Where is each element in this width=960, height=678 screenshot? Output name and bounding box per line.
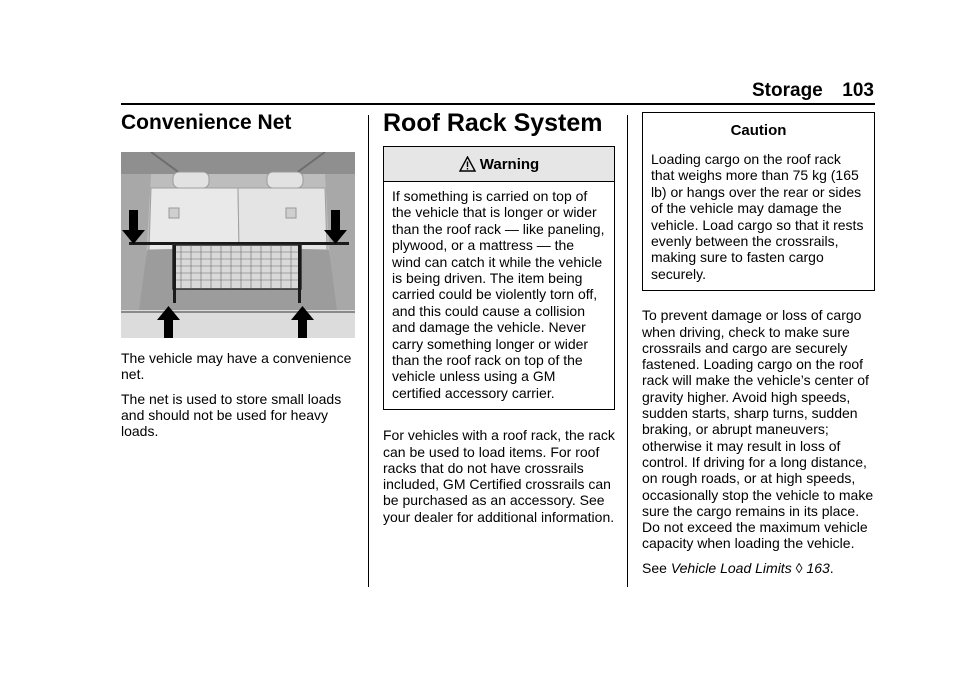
column-divider-right xyxy=(627,115,628,587)
caution-text: Loading cargo on the roof rack that weighs more than 75 kg (165 lb) or hangs over the rear or sides of the vehicle may damage the vehicle. Load cargo so that it rests evenly between the crossrails, making sure to fasten cargo securely. xyxy=(651,151,864,282)
cargo-net-illustration xyxy=(121,152,355,338)
column-roof-rack xyxy=(383,108,615,525)
warning-text: If something is carried on top of the vehicle that is longer or wider than the roof rack — like paneling, plywood, or a mattress — the wind can catch it while the vehicle is being driven. The item being carried could be violently torn off, and this could cause a collision and damage the vehicle. Never carry something longer or wider than the roof rack on top of the vehicle unless using a GM certified accessory carrier. xyxy=(392,188,605,401)
page-ref-symbol: ◊ xyxy=(795,559,803,576)
column-divider-left xyxy=(368,115,369,587)
caution-header xyxy=(643,113,874,147)
column-convenience-net xyxy=(121,108,355,439)
convenience-net-title: Convenience Net xyxy=(121,111,292,134)
header-rule xyxy=(121,103,875,105)
vehicle-load-limits-link[interactable]: Vehicle Load Limits xyxy=(670,559,792,576)
warning-heading: Warning xyxy=(479,155,540,173)
see-suffix: . xyxy=(829,559,834,576)
warning-box xyxy=(383,146,615,410)
header-section-name: Storage xyxy=(752,80,823,101)
caution-box xyxy=(642,112,875,291)
roof-rack-paragraph: For vehicles with a roof rack, the rack can be used to load items. For roof racks that do not have crossrails included, GM Certified crossrails can be purchased as an accessory. See your dealer for additional information. xyxy=(383,427,615,525)
see-reference xyxy=(642,560,875,576)
roof-rack-title: Roof Rack System xyxy=(383,109,603,137)
warning-header xyxy=(384,147,614,182)
see-prefix: See xyxy=(642,559,671,576)
warning-icon xyxy=(459,156,476,172)
convenience-net-paragraph-2: The net is used to store small loads and should not be used for heavy loads. xyxy=(121,390,342,440)
cargo-safety-paragraph: To prevent damage or loss of cargo when driving, check to make sure crossrails and cargo are securely fastened. Loading cargo on the roof rack will make the vehicle’s center of gravity higher. Avoid high speeds, sudden starts, sharp turns, sudden braking, or abrupt maneuvers; otherwise it may result in loss of control. If driving for a long distance, on rough roads, or at high speeds, occasionally stop the vehicle to make sure the cargo remains in its place. Do not exceed the maximum vehicle capacity when loading the vehicle. xyxy=(642,307,874,552)
caution-heading: Caution xyxy=(730,121,787,139)
page-ref-number[interactable]: 163 xyxy=(806,559,830,576)
running-header xyxy=(752,80,874,102)
header-page-number: 103 xyxy=(842,80,874,101)
column-roof-rack-cont xyxy=(642,108,875,576)
convenience-net-paragraph-1: The vehicle may have a convenience net. xyxy=(121,350,352,383)
cargo-net-photo xyxy=(121,152,355,338)
